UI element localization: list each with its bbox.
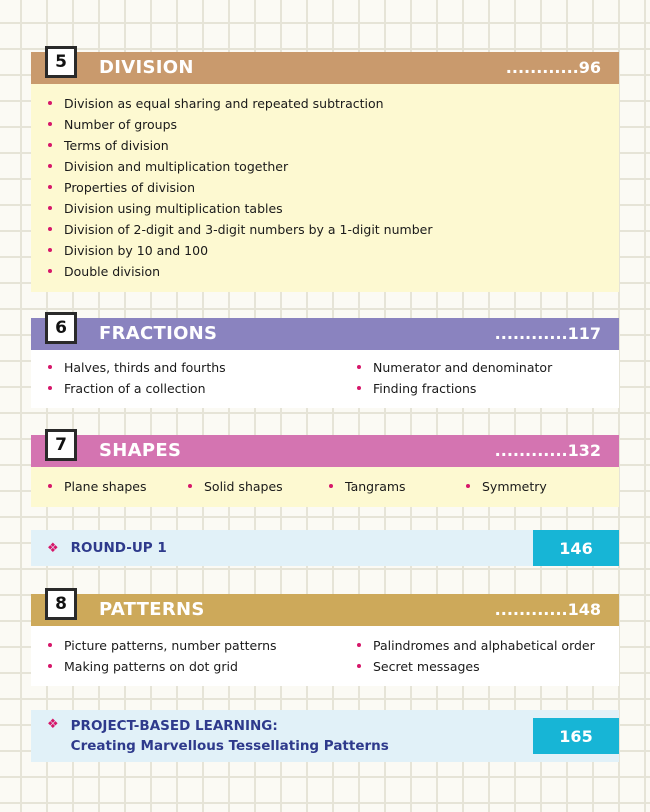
chapter-page-number: ............96 [505, 58, 601, 77]
topic-item: Halves, thirds and fourths [31, 357, 340, 378]
topic-item: Fraction of a collection [31, 378, 340, 399]
topic-item: Division using multiplication tables [31, 198, 619, 219]
topic-item: Double division [31, 261, 619, 282]
topic-item: Division by 10 and 100 [31, 240, 619, 261]
chapter-8-topics [31, 626, 619, 686]
chapter-7-topics [31, 467, 619, 507]
topic-item: Numerator and denominator [340, 357, 552, 378]
chapter-5-header[interactable] [31, 52, 619, 84]
chapter-title: PATTERNS [99, 599, 205, 620]
topic-item: Properties of division [31, 177, 619, 198]
chapter-title: FRACTIONS [99, 323, 218, 344]
topic-item: Tangrams [312, 476, 449, 497]
topic-item: Picture patterns, number patterns [31, 635, 340, 656]
project-row[interactable] [31, 710, 619, 762]
chapter-number-box: 6 [45, 312, 77, 344]
topic-item: Palindromes and alphabetical order [340, 635, 595, 656]
chapter-number-box: 7 [45, 429, 77, 461]
topic-list-right [340, 635, 595, 686]
topic-list-left [31, 635, 340, 686]
chapter-6-header[interactable] [31, 318, 619, 350]
topic-item: Division of 2-digit and 3-digit numbers by a 1-digit number [31, 219, 619, 240]
topic-item: Plane shapes [31, 476, 171, 497]
chapter-page-number: ............148 [494, 600, 601, 619]
roundup-row[interactable] [31, 530, 619, 566]
topic-list [31, 93, 619, 282]
roundup-page-box: 146 [533, 530, 619, 566]
project-label-group [47, 716, 389, 756]
chapter-7-header[interactable] [31, 435, 619, 467]
topic-list-right [340, 357, 552, 408]
chapter-number-box: 8 [45, 588, 77, 620]
chapter-number-box: 5 [45, 46, 77, 78]
topic-list [449, 476, 547, 507]
project-page-box: 165 [533, 718, 619, 754]
diamond-icon: ❖ [47, 717, 59, 732]
topic-list [312, 476, 449, 507]
topic-item: Finding fractions [340, 378, 552, 399]
diamond-icon: ❖ [47, 540, 59, 556]
topic-list-left [31, 357, 340, 408]
chapter-title: SHAPES [99, 440, 182, 461]
project-title [71, 716, 389, 756]
chapter-8-header[interactable] [31, 594, 619, 626]
topic-item: Solid shapes [171, 476, 312, 497]
chapter-6-topics [31, 350, 619, 408]
chapter-5-topics [31, 84, 619, 292]
topic-item: Division and multiplication together [31, 156, 619, 177]
topic-item: Terms of division [31, 135, 619, 156]
topic-item: Symmetry [449, 476, 547, 497]
project-title-line2: Creating Marvellous Tessellating Patterns [70, 738, 389, 754]
roundup-label: ROUND-UP 1 [70, 540, 167, 556]
topic-item: Number of groups [31, 114, 619, 135]
roundup-label-group [47, 530, 167, 566]
chapter-page-number: ............132 [494, 441, 601, 460]
topic-item: Division as equal sharing and repeated subtraction [31, 93, 619, 114]
project-title-line1: PROJECT-BASED LEARNING: [70, 718, 278, 734]
chapter-title: DIVISION [99, 57, 194, 78]
topic-item: Secret messages [340, 656, 595, 677]
topic-list [171, 476, 312, 507]
topic-list [31, 476, 171, 507]
topic-item: Making patterns on dot grid [31, 656, 340, 677]
chapter-page-number: ............117 [494, 324, 601, 343]
